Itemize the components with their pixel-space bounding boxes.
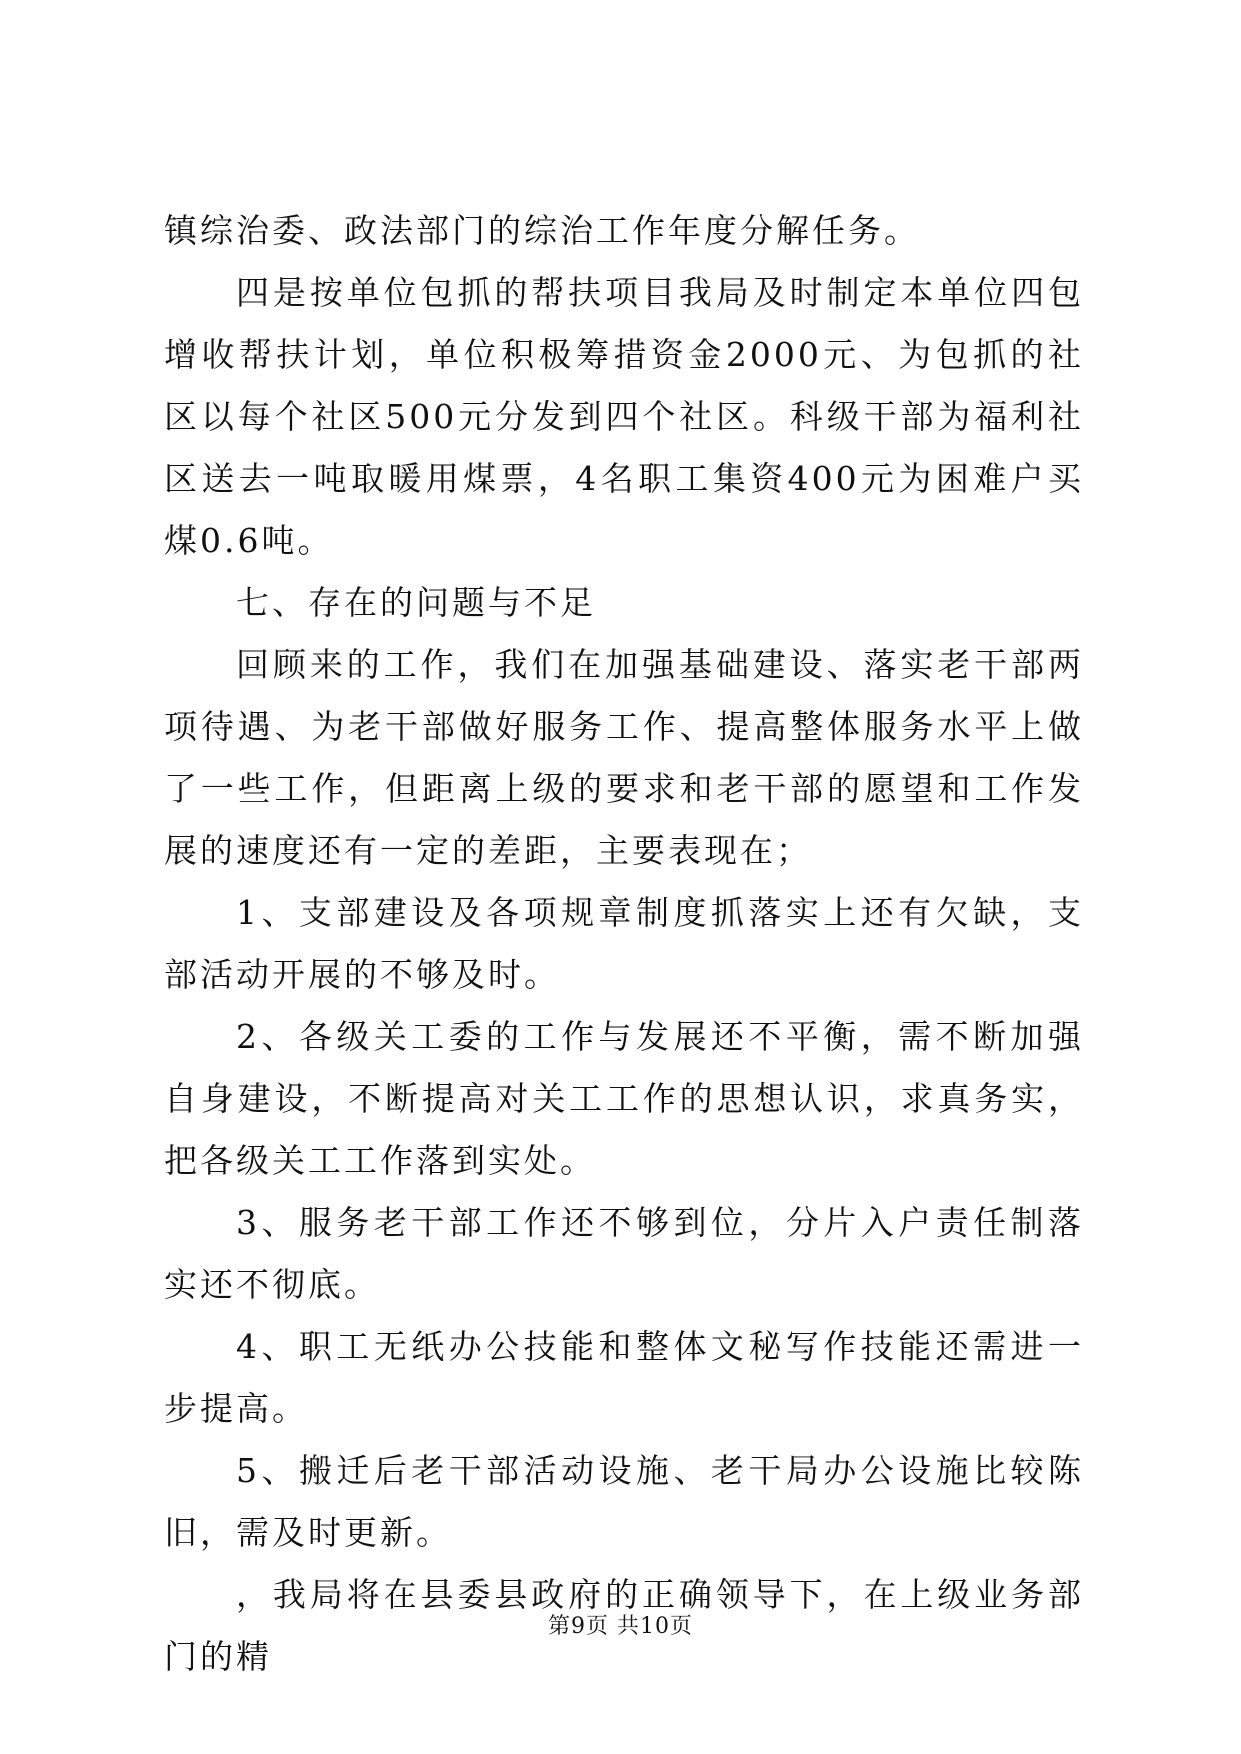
page-footer — [0, 1612, 1241, 1642]
paragraph: 四是按单位包抓的帮扶项目我局及时制定本单位四包增收帮扶计划，单位积极筹措资金2000元、为包抓的社区以每个社区500元分发到四个社区。科级干部为福利社区送去一吨取暖用煤票，4名职工集资400元为困难户买煤0.6吨。 — [164, 273, 1084, 560]
section-heading: 七、存在的问题与不足 — [236, 583, 596, 622]
paragraph: ，我局将在县委县政府的正确领导下，在上级业务部门的精 — [164, 1575, 1084, 1676]
list-item: 4、职工无纸办公技能和整体文秘写作技能还需进一步提高。 — [164, 1327, 1084, 1428]
document-body — [164, 200, 1084, 1688]
list-item: 3、服务老干部工作还不够到位，分片入户责任制落实还不彻底。 — [164, 1203, 1084, 1304]
paragraph: 回顾来的工作，我们在加强基础建设、落实老干部两项待遇、为老干部做好服务工作、提高整体服务水平上做了一些工作，但距离上级的要求和老干部的愿望和工作发展的速度还有一定的差距，主要表现在； — [164, 645, 1084, 870]
page-number: 第9页 共10页 — [548, 1614, 693, 1639]
list-item: 1、支部建设及各项规章制度抓落实上还有欠缺，支部活动开展的不够及时。 — [164, 893, 1084, 994]
list-item: 5、搬迁后老干部活动设施、老干局办公设施比较陈旧，需及时更新。 — [164, 1451, 1084, 1552]
paragraph: 镇综治委、政法部门的综治工作年度分解任务。 — [164, 211, 920, 250]
list-item: 2、各级关工委的工作与发展还不平衡，需不断加强自身建设，不断提高对关工工作的思想认识，求真务实，把各级关工工作落到实处。 — [164, 1017, 1084, 1180]
